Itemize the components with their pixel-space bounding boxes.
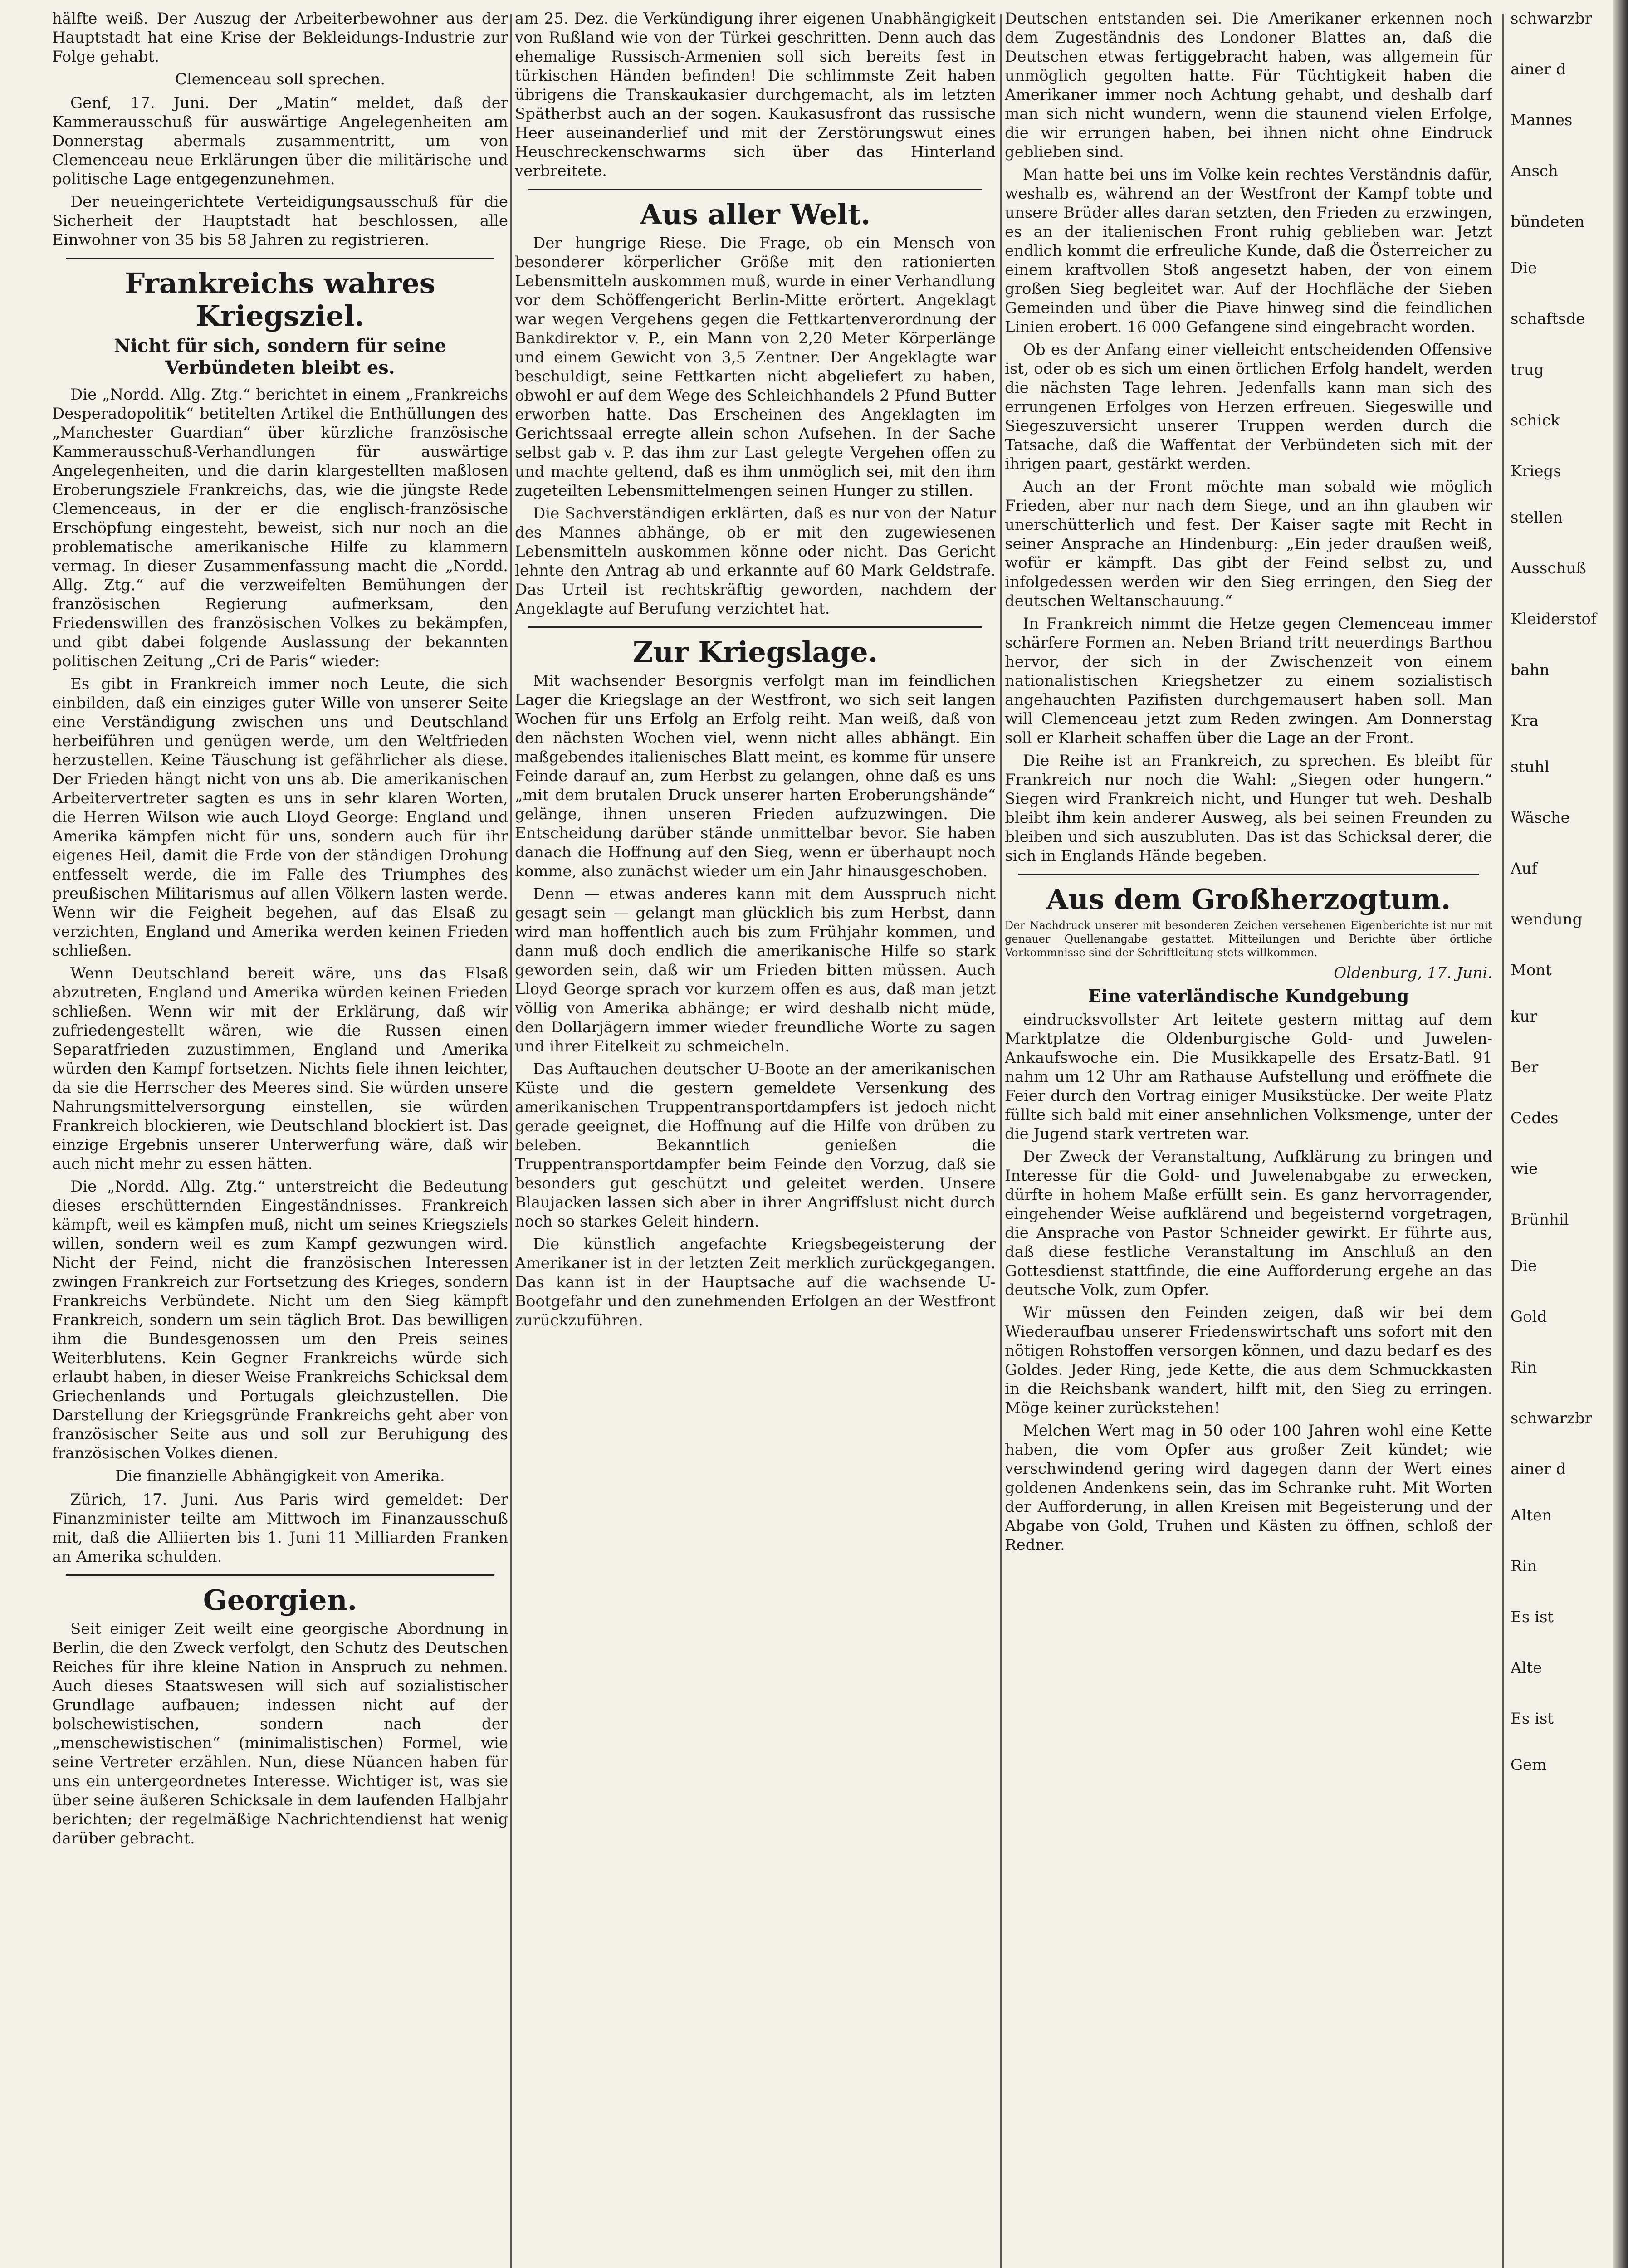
paragraph: Die Sachverständigen erklärten, daß es nur von der Natur des Mannes abhänge, ob er mit den zugewiesenen Lebensmitteln auskommen könne oder nicht. Das Gericht lehnte den Antrag ab und erkannte auf 60 Mark Geldstrafe. Das Urteil ist rechtskräftig geworden, nachdem der Angeklagte auf Berufung verzichtet hat. xyxy=(515,504,996,618)
cropped-text-fragment: Alten xyxy=(1511,1506,1552,1525)
paragraph: Die Reihe ist an Frankreich, zu sprechen. Es bleibt für Frankreich nur noch die Wahl: „Siegen oder hungern.“ Siegen wird Frankreich nicht, und Hunger tut weh. Deshalb bleibt ihm kein anderer Ausweg, als bei seinen Freunden zu bleiben und sich auszubluten. Das ist das Schicksal derer, die sich in Englands Hände begeben. xyxy=(1005,752,1492,865)
cropped-text-fragment: Cedes xyxy=(1511,1109,1559,1127)
paragraph: Zürich, 17. Juni. Aus Paris wird gemeldet: Der Finanzminister teilte am Mittwoch im Finanzausschuß mit, daß die Alliierten bis 1. Juni 11 Milliarden Franken an Amerika schulden. xyxy=(52,1491,508,1566)
paragraph: Das Auftauchen deutscher U-Boote an der amerikanischen Küste und die gestern gemeldete Versenkung des amerikanischen Truppentransportdampfers ist jedoch nicht gerade geeignet, die Hoffnung auf die Hilfe von drüben zu beleben. Bekanntlich genießen die Truppentransportdampfer beim Feinde den Vorzug, daß sie besonders gut geschützt und geleitet werden. Unsere Blaujacken lassen sich aber in ihrer Angriffslust nicht durch noch so starkes Geleit hindern. xyxy=(515,1060,996,1231)
article-continuation: Deutschen entstanden sei. Die Amerikaner erkennen noch dem Zugeständnis des Londoner Blattes an, daß die Deutschen etwas fertiggebracht haben, was allgemein für unmöglich gegolten hatte. Für Tüchtigkeit haben die Amerikaner immer noch Achtung gehabt, und deshalb darf man sich nicht wundern, wenn die staunend vielen Erfolge, die wir errungen haben, bei ihnen nicht ohne Eindruck geblieben sind. xyxy=(1005,10,1492,161)
cropped-text-fragment: Rin xyxy=(1511,1557,1537,1575)
subheading-clemenceau: Clemenceau soll sprechen. xyxy=(175,70,386,88)
cropped-text-fragment: Ber xyxy=(1511,1058,1539,1076)
cropped-text-fragment: Es ist xyxy=(1511,1608,1554,1626)
article-divider xyxy=(528,189,982,190)
paragraph: Die „Nordd. Allg. Ztg.“ berichtet in einem „Frankreichs Desperadopolitik“ betitelten Artikel die Enthüllungen des „Manchester Guardian“ über kürzliche französische Kammerausschuß-Verhandlungen für auswärtige Angelegenheiten, und die darin klargestellten maßlosen Eroberungsziele Frankreichs, das, wie die jüngste Rede Clemenceaus, in der er die englisch-französische Erschöpfung eingesteht, beweist, sich nur noch an die problematische amerikanische Hilfe zu klammern vermag. In dieser Zusammenfassung macht die „Nordd. Allg. Ztg.“ auf die verzweifelten Bemühungen der französischen Regierung aufmerksam, den Friedenswillen des französischen Volkes zu bekämpfen, und gibt dabei folgende Auslassung der bekannten politischen Zeitung „Cri de Paris“ wieder: xyxy=(52,386,508,670)
headline-georgien: Georgien. xyxy=(203,1584,357,1617)
paragraph: Der hungrige Riese. Die Frage, ob ein Mensch von besonderer körperlicher Größe mit den rationierten Lebensmitteln auskommen muß, wurde in einer Verhandlung vor dem Schöffengericht Berlin-Mitte erörtert. Angeklagt war wegen Vergehens gegen die Fettkartenverordnung der Bankdirektor v. P., ein Mann von 2,20 Meter Körperlänge und einem Gewicht von 3,5 Zentner. Der Angeklagte war beschuldigt, seine Fettkarten nicht abgeliefert zu haben, obwohl er auf dem Wege des Schleichhandels 2 Pfund Butter erworben hatte. Das Erscheinen des Angeklagten im Gerichtssaal erregte allein schon Aufsehen. In der Sache selbst gab v. P. das ihm zur Last gelegte Vergehen offen zu und machte geltend, daß es ihm unmöglich sei, mit den ihm zugeteilten Lebensmittelmengen seinen Hunger zu stillen. xyxy=(515,234,996,500)
paragraph: Wenn Deutschland bereit wäre, uns das Elsaß abzutreten, England und Amerika würden keinen Frieden schließen. Wenn wir mit der Erklärung, daß wir zufriedengestellt wären, wie die Russen einen Separatfrieden zuzustimmen, England und Amerika würden den Kampf fortsetzen. Nichts fiele ihnen leichter, da sie die Herrscher des Meeres sind. Sie würden unsere Nahrungsmittelversorgung einstellen, sie würden Frankreich blockieren, wie Deutschland blockiert ist. Das einzige Ergebnis unserer Unterwerfung wäre, daß wir auch nicht mehr zu essen hätten. xyxy=(52,964,508,1173)
paragraph: Mit wachsender Besorgnis verfolgt man im feindlichen Lager die Kriegslage an der Westfront, wo sich seit langen Wochen für uns Erfolg an Erfolg reiht. Man weiß, daß von den nächsten Wochen viel, wenn nicht alles abhängt. Ein maßgebendes italienisches Blatt meint, es komme für unsere Feinde darauf an, zum Herbst zu gelangen, ohne daß es uns „mit dem brutalen Druck unserer harten Eroberungshände“ gelänge, ihnen unseren Frieden aufzuzwingen. Die Entscheidung darüber stände unmittelbar bevor. Sie haben danach die Hoffnung auf den Sieg, wenn er überhaupt noch komme, also zunächst wieder um ein Jahr hinausgeschoben. xyxy=(515,672,996,880)
cropped-text-fragment: Kriegs xyxy=(1511,462,1561,480)
cropped-text-fragment: schick xyxy=(1511,411,1560,430)
cropped-text-fragment: bahn xyxy=(1511,661,1550,679)
cropped-text-fragment: kur xyxy=(1511,1007,1537,1026)
paragraph: Melchen Wert mag in 50 oder 100 Jahren wohl eine Kette haben, die vom Opfer aus großer Zeit kündet; wie verschwindend gering wird dagegen dann der Wert eines goldenen Andenkens sein, das im Schranke ruht. Mit Worten der Aufforderung, in allen Kreisen mit Begeisterung und der Abgabe von Gold, Truhen und Kästen zu öffnen, schloß der Redner. xyxy=(1005,1422,1492,1554)
cropped-text-fragment: ainer d xyxy=(1511,60,1566,78)
paragraph: Seit einiger Zeit weilt eine georgische Abordnung in Berlin, die den Zweck verfolgt, den Schutz des Deutschen Reiches für ihre kleine Nation in Anspruch zu nehmen. Auch dieses Staatswesen will sich auf sozialistischer Grundlage aufbauen; indessen nicht auf der bolschewistischen, sondern nach der „menschewistischen“ (minimalistischen) Formel, wie seine Vertreter erzählen. Nun, diese Nüancen haben für uns ein untergeordnetes Interesse. Wichtiger ist, was sie über seine äußeren Schicksale in dem laufenden Halbjahr berichten; der regelmäßige Nachrichtendienst hat wenig darüber gebracht. xyxy=(52,1620,508,1848)
cropped-text-fragment: Die xyxy=(1511,1257,1537,1275)
paragraph: Es gibt in Frankreich immer noch Leute, die sich einbilden, daß ein einziges guter Wille von unserer Seite eine Verständigung zwischen uns und Deutschland herbeiführen und genügen werde, um den Weltfrieden herzustellen. Keine Täuschung ist gefährlicher als diese. Der Frieden hängt nicht von uns ab. Die amerikanischen Arbeitervertreter sagten es uns in sehr klaren Worten, die Herren Wilson wie auch Lloyd George: England und Amerika kämpfen nicht für uns, sondern auch für ihr eigenes Heil, damit die Erde von der ständigen Drohung entfesselt werde, die im Falle des Triumphes des preußischen Militarismus auf allen Völkern lasten werde. Wenn wir die Feigheit begehen, auf das Elsaß zu verzichten, England und Amerika werden keinen Frieden schließen. xyxy=(52,675,508,960)
article-divider xyxy=(66,258,494,259)
reprint-notice: Der Nachdruck unserer mit besonderen Zeichen versehenen Eigenberichte ist nur mit genauer Quellenangabe gestattet. Mitteilungen und Berichte über örtliche Vorkommnisse sind der Schriftleitung stets willkommen. xyxy=(1005,919,1492,959)
paragraph: In Frankreich nimmt die Hetze gegen Clemenceau immer schärfere Formen an. Neben Briand tritt neuerdings Barthou hervor, der sich in der Zwischenzeit von einem nationalistischen Kriegshetzer zu einem sozialistisch angehauchten Pazifisten durchgemausert haben soll. Man will Clemenceau jetzt zum Reden zwingen. Am Donnerstag soll er Klarheit schaffen über die Lage an der Front. xyxy=(1005,615,1492,747)
headline-aus-aller-welt: Aus aller Welt. xyxy=(640,198,871,231)
cropped-text-fragment: bündeten xyxy=(1511,213,1585,231)
cropped-text-fragment: Es ist xyxy=(1511,1710,1554,1728)
headline-vaterlaendische-kundgebung: Eine vaterländische Kundgebung xyxy=(1088,986,1409,1006)
paragraph: Die „Nordd. Allg. Ztg.“ unterstreicht die Bedeutung dieses erschütternden Eingeständnisses. Frankreich kämpft, weil es kämpfen muß, nicht um seines Kriegsziels willen, sondern weil es zum Kampf gezwungen wird. Nicht der Feind, nicht die französischen Interessen zwingen Frankreich zur Fortsetzung des Krieges, sondern Frankreichs Verbündete. Nicht um den Sieg kämpft Frankreich, sondern um sein täglich Brot. Das bewilligen ihm die Bundesgenossen um den Preis seines Weiterblutens. Kein Gegner Frankreichs würde sich erlaubt haben, in dieser Weise Frankreichs Schicksal dem Griechenlands und Portugals gleichzustellen. Die Darstellung der Kriegsgründe Frankreichs geht aber von französischer Seite aus und soll zur Beruhigung des französischen Volkes dienen. xyxy=(52,1178,508,1462)
paragraph: Der Zweck der Veranstaltung, Aufklärung zu bringen und Interesse für die Gold- und Juwelenabgabe zu erwecken, dürfte in hohem Maße erfüllt sein. Es ganz hervorragender, eingehender Weise aufklärend und begeisternd vorgetragen, die Ansprache von Pastor Schneider gewirkt. Er führte aus, daß diese festliche Veranstaltung im Anschluß an den Gottesdienst stattfinde, die eine Aufforderung ergehe an das deutsche Volk, zum Opfer. xyxy=(1005,1148,1492,1299)
subheading-finanzielle-abhaengigkeit: Die finanzielle Abhängigkeit von Amerika. xyxy=(115,1467,445,1485)
column-3 xyxy=(1005,9,1492,2268)
column-divider xyxy=(1502,14,1504,2268)
column-2 xyxy=(515,9,996,2268)
cropped-text-fragment: Alte xyxy=(1511,1659,1542,1677)
cropped-text-fragment: Rin xyxy=(1511,1359,1537,1377)
cropped-text-fragment: Mont xyxy=(1511,961,1552,979)
cropped-text-fragment: Gem xyxy=(1511,1756,1547,1774)
paragraph: Auch an der Front möchte man sobald wie möglich Frieden, aber nur nach dem Siege, und an ihn glauben wir unerschütterlich und fest. Der Kaiser sagte mit Recht in seiner Ansprache an Hindenburg: „Ein jeder draußen weiß, wofür er kämpft. Das gibt der Feind selbst zu, und infolgedessen werden wir den Sieg erringen, den Sieg der deutschen Weltanschauung.“ xyxy=(1005,478,1492,610)
column-divider xyxy=(510,14,512,2268)
cropped-text-fragment: Mannes xyxy=(1511,111,1573,129)
subheadline: Nicht für sich, sondern für seine Verbündeten bleibt es. xyxy=(114,335,446,378)
cropped-text-fragment: trug xyxy=(1511,361,1544,379)
article-divider xyxy=(1018,874,1479,875)
cropped-text-fragment: wendung xyxy=(1511,910,1583,929)
cropped-text-fragment: wie xyxy=(1511,1160,1538,1178)
column-4-cropped xyxy=(1511,9,1628,2268)
dateline: Oldenburg, 17. Juni. xyxy=(1334,964,1492,982)
column-divider xyxy=(1000,14,1002,2268)
cropped-text-fragment: stuhl xyxy=(1511,758,1550,776)
headline-frankreichs-kriegsziel: Frankreichs wahres Kriegsziel. xyxy=(125,267,435,332)
column-1 xyxy=(52,9,508,2268)
paragraph: Denn — etwas anderes kann mit dem Ausspruch nicht gesagt sein — gelangt man glücklich bis zum Herbst, dann wird man hoffentlich auch bis zum Frühjahr kommen, und dann muß doch endlich die amerikanische Hilfe so stark geworden sein, daß wir um Frieden bitten müssen. Auch Lloyd George sprach vor kurzem offen es aus, daß man jetzt völlig von Amerika abhänge; er wird deshalb nicht müde, den Dollarjägern immer wieder freundliche Worte zu sagen und ihrer Eitelkeit zu schmeicheln. xyxy=(515,885,996,1056)
paragraph: eindrucksvollster Art leitete gestern mittag auf dem Marktplatze die Oldenburgische Gold- und Juwelen-Ankaufswoche ein. Die Musikkapelle des Ersatz-Batl. 91 nahm um 12 Uhr am Rathause Aufstellung und eröffnete die Feier durch den Vortrag einiger Musikstücke. Der weite Platz füllte sich bald mit einer ansehnlichen Volksmenge, unter der die Jugend stark vertreten war. xyxy=(1005,1011,1492,1143)
cropped-text-fragment: schwarzbr xyxy=(1511,1409,1592,1427)
cropped-text-fragment: Ansch xyxy=(1511,162,1558,180)
paragraph: Die künstlich angefachte Kriegsbegeisterung der Amerikaner ist in der letzten Zeit merklich zurückgegangen. Das kann ist in der Hauptsache auf die wachsende U-Bootgefahr und den zunehmenden Erfolgen an der Westfront zurückzuführen. xyxy=(515,1235,996,1330)
cropped-text-fragment: Wäsche xyxy=(1511,809,1570,827)
scan-edge-shadow xyxy=(1613,0,1628,2268)
paragraph: Genf, 17. Juni. Der „Matin“ meldet, daß der Kammerausschuß für auswärtige Angelegenheiten am Donnerstag abermals zusammentritt, um von Clemenceau neue Erklärungen über die militärische und politische Lage entgegenzunehmen. xyxy=(52,94,508,188)
headline-zur-kriegslage: Zur Kriegslage. xyxy=(632,635,878,669)
paragraph: Der neueingerichtete Verteidigungsausschuß für die Sicherheit der Hauptstadt hat beschlossen, alle Einwohner von 35 bis 58 Jahren zu registrieren. xyxy=(52,193,508,249)
article-continuation: hälfte weiß. Der Auszug der Arbeiterbewohner aus der Hauptstadt hat eine Krise der Bekleidungs-Industrie zur Folge gehabt. xyxy=(52,10,508,66)
cropped-text-fragment: Brünhil xyxy=(1511,1211,1569,1229)
cropped-text-fragment: Kra xyxy=(1511,712,1539,730)
paragraph: Man hatte bei uns im Volke kein rechtes Verständnis dafür, weshalb es, während an der Westfront der Kampf tobte und unsere Brüder alles daran setzten, den Frieden zu erzwingen, es an der italienischen Front ruhig geblieben war. Jetzt endlich kommt die erfreuliche Kunde, daß die Österreicher zu einem kraftvollen Stoß angesetzt haben, der von einem großen Sieg begleitet war. Auf der Hochfläche der Sieben Gemeinden und über die Piave hinweg sind die feindlichen Linien erobert. 16 000 Gefangene sind eingebracht worden. xyxy=(1005,166,1492,336)
cropped-text-fragment: schaftsde xyxy=(1511,310,1585,328)
article-divider xyxy=(528,626,982,628)
cropped-text-fragment: Auf xyxy=(1511,860,1538,878)
cropped-text-fragment: Gold xyxy=(1511,1308,1547,1326)
cropped-text-fragment: Ausschuß xyxy=(1511,559,1586,577)
cropped-text-fragment: stellen xyxy=(1511,508,1563,527)
headline-aus-dem-grossherzogtum: Aus dem Großherzogtum. xyxy=(1046,883,1451,916)
cropped-text-fragment: Die xyxy=(1511,259,1537,277)
cropped-text-fragment: schwarzbr xyxy=(1511,10,1592,28)
paragraph: Wir müssen den Feinden zeigen, daß wir bei dem Wiederaufbau unserer Friedenswirtschaft uns sofort mit den nötigen Rohstoffen versorgen können, und dazu bedarf es des Goldes. Jeder Ring, jede Kette, die aus dem Schmuckkasten in die Reichsbank wandert, hilft mit, den Sieg zu erringen. Möge keiner zurückstehen! xyxy=(1005,1304,1492,1417)
cropped-text-fragment: ainer d xyxy=(1511,1460,1566,1478)
article-continuation: am 25. Dez. die Verkündigung ihrer eigenen Unabhängigkeit von Rußland wie von der Türkei geschritten. Denn auch das ehemalige Russisch-Armenien soll sich bereits fest in türkischen Händen befinden! Die schlimmste Zeit haben übrigens die Transkaukasier durchgemacht, als im letzten Spätherbst auch an der sogen. Kaukasusfront das russische Heer auseinanderlief und mit der Zerstörungswut eines Heuschreckenschwarms sich über das Hinterland verbreitete. xyxy=(515,10,996,180)
paragraph: Ob es der Anfang einer vielleicht entscheidenden Offensive ist, oder ob es sich um einen örtlichen Erfolg handelt, werden die nächsten Tage lehren. Jedenfalls kann man sich des errungenen Erfolges von Herzen erfreuen. Siegeswille und Siegeszuversicht unserer Truppen werden durch die Tatsache, daß die Waffentat der Verbündeten sich mit der ihrigen paart, gestärkt werden. xyxy=(1005,341,1492,473)
article-divider xyxy=(66,1574,494,1576)
cropped-text-fragment: Kleiderstof xyxy=(1511,610,1597,628)
